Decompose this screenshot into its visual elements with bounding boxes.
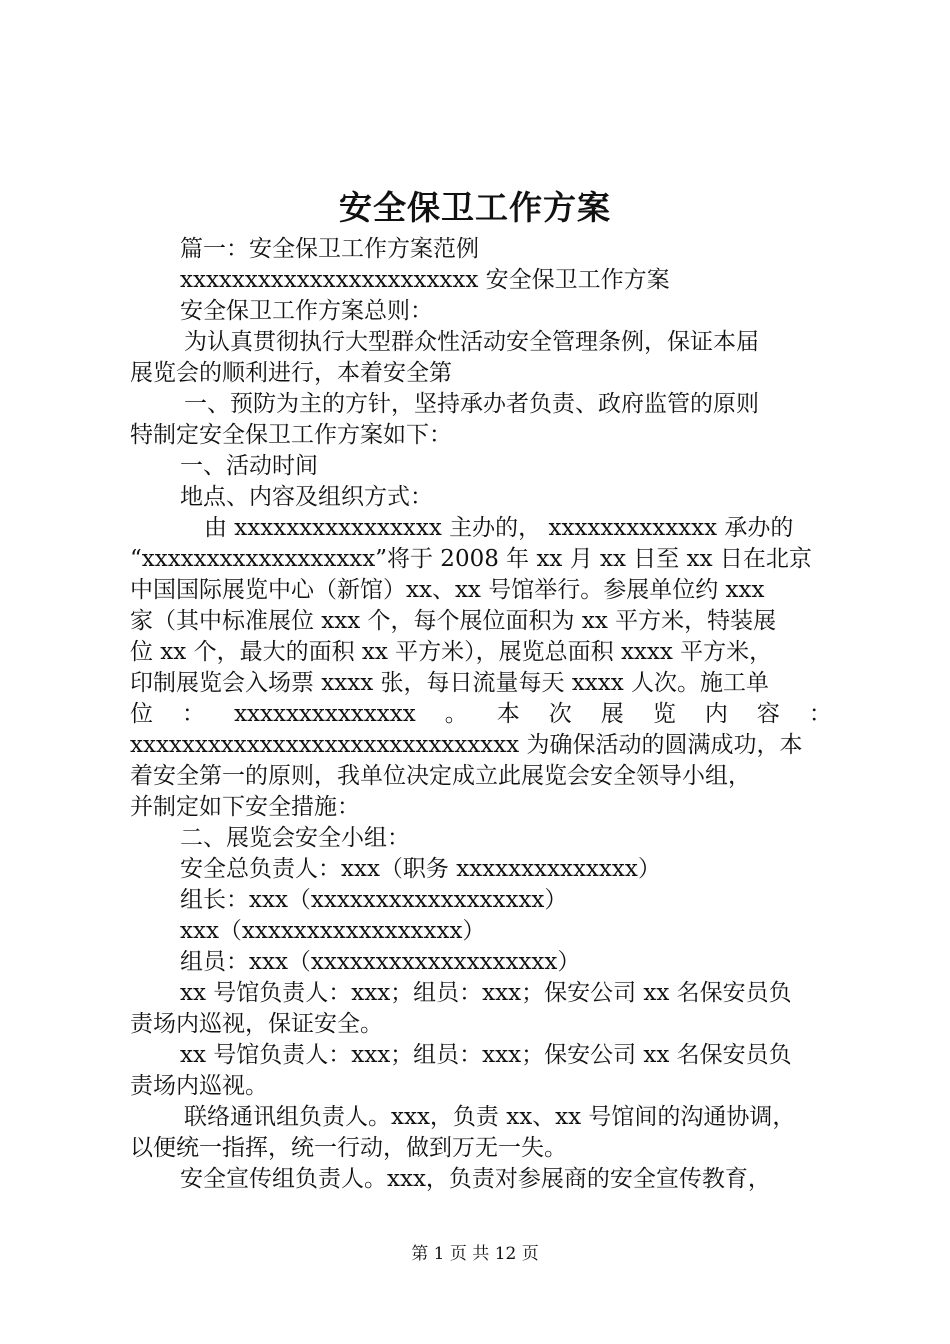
paragraph-line: xx 号馆负责人：xxx；组员：xxx；保安公司 xx 名保安员负: [180, 1042, 792, 1068]
spread-token: ：: [182, 701, 206, 727]
paragraph-line: 着安全第一的原则，我单位决定成立此展览会安全领导小组，: [130, 763, 751, 789]
paragraph-line: 由 xxxxxxxxxxxxxxxx 主办的， xxxxxxxxxxxxx 承办的: [204, 515, 794, 541]
paragraph-line: 组长：xxx（xxxxxxxxxxxxxxxxxx）: [180, 887, 568, 913]
paragraph-line: 为认真贯彻执行大型群众性活动安全管理条例，保证本届: [184, 329, 759, 355]
spread-token: 位: [130, 701, 153, 727]
paragraph-line: 地点、内容及组织方式：: [180, 484, 433, 510]
spread-token: ：: [808, 701, 832, 727]
paragraph-line: xxx（xxxxxxxxxxxxxxxxx）: [180, 918, 486, 944]
paragraph-line: 安全宣传组负责人。xxx，负责对参展商的安全宣传教育，: [180, 1166, 771, 1192]
paragraph-line: 中国国际展览中心（新馆）xx、xx 号馆举行。参展单位约 xxx: [130, 577, 765, 603]
paragraph-line: 展览会的顺利进行，本着安全第: [130, 360, 452, 386]
spread-token: 次: [548, 701, 572, 727]
paragraph-line: xx 号馆负责人：xxx；组员：xxx；保安公司 xx 名保安员负: [180, 980, 792, 1006]
paragraph-line: 篇一：安全保卫工作方案范例: [180, 236, 479, 262]
paragraph-line: 位 xx 个，最大的面积 xx 平方米），展览总面积 xxxx 平方米，: [130, 639, 773, 665]
spread-token: xxxxxxxxxxxxxx: [234, 701, 416, 727]
spread-token: 本: [496, 701, 520, 727]
justified-line: [130, 699, 832, 730]
document-title: 安全保卫工作方案: [339, 188, 611, 227]
paragraph-line: “xxxxxxxxxxxxxxxxxx”将于 2008 年 xx 月 xx 日至 xx 日在北京: [130, 546, 812, 572]
paragraph-line: 责场内巡视，保证安全。: [130, 1011, 383, 1037]
paragraph-line: 并制定如下安全措施：: [130, 794, 360, 820]
paragraph-line: 家（其中标准展位 xxx 个，每个展位面积为 xx 平方米，特装展: [130, 608, 777, 634]
paragraph-line: 责场内巡视。: [130, 1073, 268, 1099]
paragraph-line: 组员：xxx（xxxxxxxxxxxxxxxxxxx）: [180, 949, 581, 975]
document-body: [130, 234, 832, 1195]
paragraph-line: 联络通讯组负责人。xxx，负责 xx、xx 号馆间的沟通协调，: [184, 1104, 796, 1130]
paragraph-line: xxxxxxxxxxxxxxxxxxxxxxxxxxxxxx 为确保活动的圆满成功，本: [130, 732, 803, 758]
spread-token: 内: [704, 701, 728, 727]
spread-token: 展: [600, 701, 624, 727]
paragraph-line: 特制定安全保卫工作方案如下：: [130, 422, 452, 448]
paragraph-line: 安全保卫工作方案总则：: [180, 298, 433, 324]
paragraph-line: 以便统一指挥，统一行动，做到万无一失。: [130, 1135, 567, 1161]
paragraph-line: 二、展览会安全小组：: [180, 825, 410, 851]
paragraph-line: xxxxxxxxxxxxxxxxxxxxxxx 安全保卫工作方案: [180, 267, 670, 293]
page-footer: 第 1 页 共 12 页: [411, 1244, 539, 1264]
paragraph-line: 一、活动时间: [180, 453, 318, 479]
spread-token: 容: [756, 701, 780, 727]
spread-token: 。: [444, 701, 468, 727]
spread-token: 览: [652, 701, 676, 727]
paragraph-line: 安全总负责人：xxx（职务 xxxxxxxxxxxxxx）: [180, 856, 661, 882]
paragraph-line: 印制展览会入场票 xxxx 张，每日流量每天 xxxx 人次。施工单: [130, 670, 770, 696]
paragraph-line: 一、预防为主的方针，坚持承办者负责、政府监管的原则: [184, 391, 759, 417]
